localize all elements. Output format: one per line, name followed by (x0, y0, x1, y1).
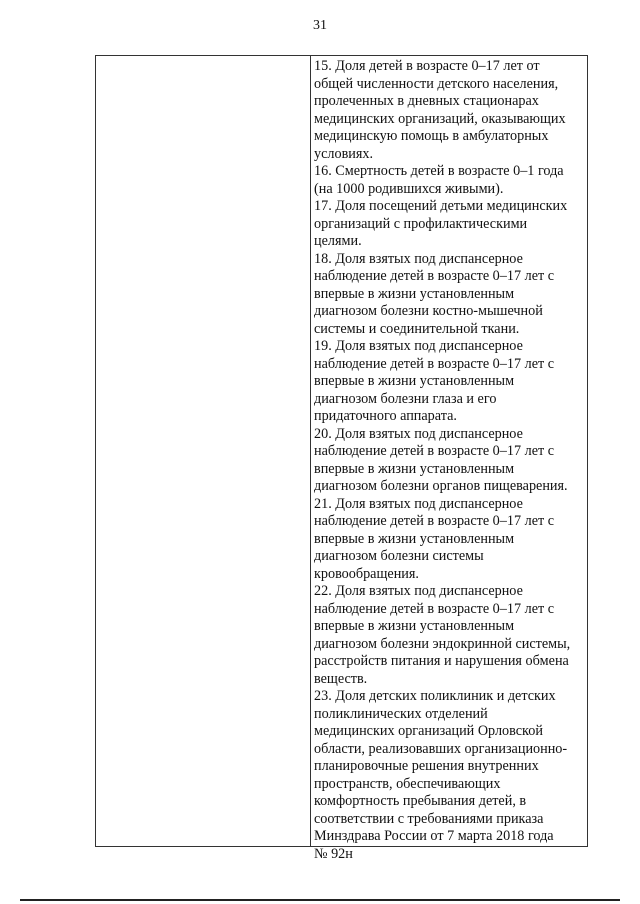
indicator-line: наблюдение детей в возрасте 0–17 лет с (314, 355, 555, 372)
page-number: 31 (313, 18, 327, 33)
indicator-line: 16. Смертность детей в возрасте 0–1 года (314, 163, 564, 179)
indicator-line: области, реализовавших организационно- (314, 740, 568, 757)
indicator-line: впервые в жизни установленным (314, 285, 515, 302)
indicator-line: 15. Доля детей в возрасте 0–17 лет от (314, 58, 540, 74)
indicator-line: поликлинических отделений (314, 705, 488, 722)
indicator-line: организаций с профилактическими (314, 215, 528, 232)
indicator-line: Минздрава России от 7 марта 2018 года (314, 828, 554, 844)
indicator-list-cell (311, 58, 585, 863)
indicator-line: диагнозом болезни эндокринной системы, (314, 635, 571, 652)
indicator-line: диагнозом болезни органов пищеварения. (314, 478, 568, 494)
indicator-line: придаточного аппарата. (314, 408, 457, 424)
indicator-line: 20. Доля взятых под диспансерное (314, 425, 523, 442)
indicator-line: диагнозом болезни глаза и его (314, 390, 497, 407)
indicator-line: целями. (314, 233, 362, 249)
indicator-line: наблюдение детей в возрасте 0–17 лет с (314, 513, 555, 529)
indicator-line: общей численности детского населения, (314, 75, 559, 92)
indicator-line: диагнозом болезни системы (314, 548, 484, 564)
indicator-line: диагнозом болезни костно-мышечной (314, 303, 543, 319)
indicator-line: расстройств питания и нарушения обмена (314, 653, 569, 669)
indicator-line: медицинскую помощь в амбулаторных (314, 128, 549, 144)
indicator-table (95, 55, 588, 862)
indicator-line: впервые в жизни установленным (314, 373, 515, 389)
indicator-line: комфортность пребывания детей, в (314, 793, 527, 809)
indicator-line: наблюдение детей в возрасте 0–17 лет с (314, 268, 555, 284)
indicator-line: 19. Доля взятых под диспансерное (314, 338, 523, 354)
indicator-line: наблюдение детей в возрасте 0–17 лет с (314, 443, 555, 459)
indicator-line: веществ. (314, 670, 368, 687)
indicator-line: соответствии с требованиями приказа (314, 810, 544, 827)
indicator-line: 22. Доля взятых под диспансерное (314, 583, 523, 599)
indicator-line: 18. Доля взятых под диспансерное (314, 250, 523, 267)
indicator-line: медицинских организаций Орловской (314, 723, 543, 739)
indicator-line: планировочные решения внутренних (314, 758, 539, 774)
indicator-line: впервые в жизни установленным (314, 618, 515, 634)
indicator-line: 17. Доля посещений детьми медицинских (314, 198, 568, 214)
bottom-rule (20, 899, 620, 901)
indicator-line: медицинских организаций, оказывающих (314, 110, 566, 127)
indicator-line: пролеченных в дневных стационарах (314, 93, 539, 109)
indicator-line: 23. Доля детских поликлиник и детских (314, 688, 556, 704)
indicator-line: 21. Доля взятых под диспансерное (314, 495, 523, 512)
indicator-line: № 92н (314, 845, 353, 862)
indicator-line: системы и соединительной ткани. (314, 320, 520, 337)
indicator-line: условиях. (314, 145, 374, 162)
indicator-line: наблюдение детей в возрасте 0–17 лет с (314, 600, 555, 617)
indicator-line: впервые в жизни установленным (314, 530, 515, 547)
indicator-line: пространств, обеспечивающих (314, 775, 501, 792)
indicator-line: впервые в жизни установленным (314, 460, 515, 477)
indicator-line: кровообращения. (314, 565, 419, 582)
indicator-line: (на 1000 родившихся живыми). (314, 180, 504, 197)
